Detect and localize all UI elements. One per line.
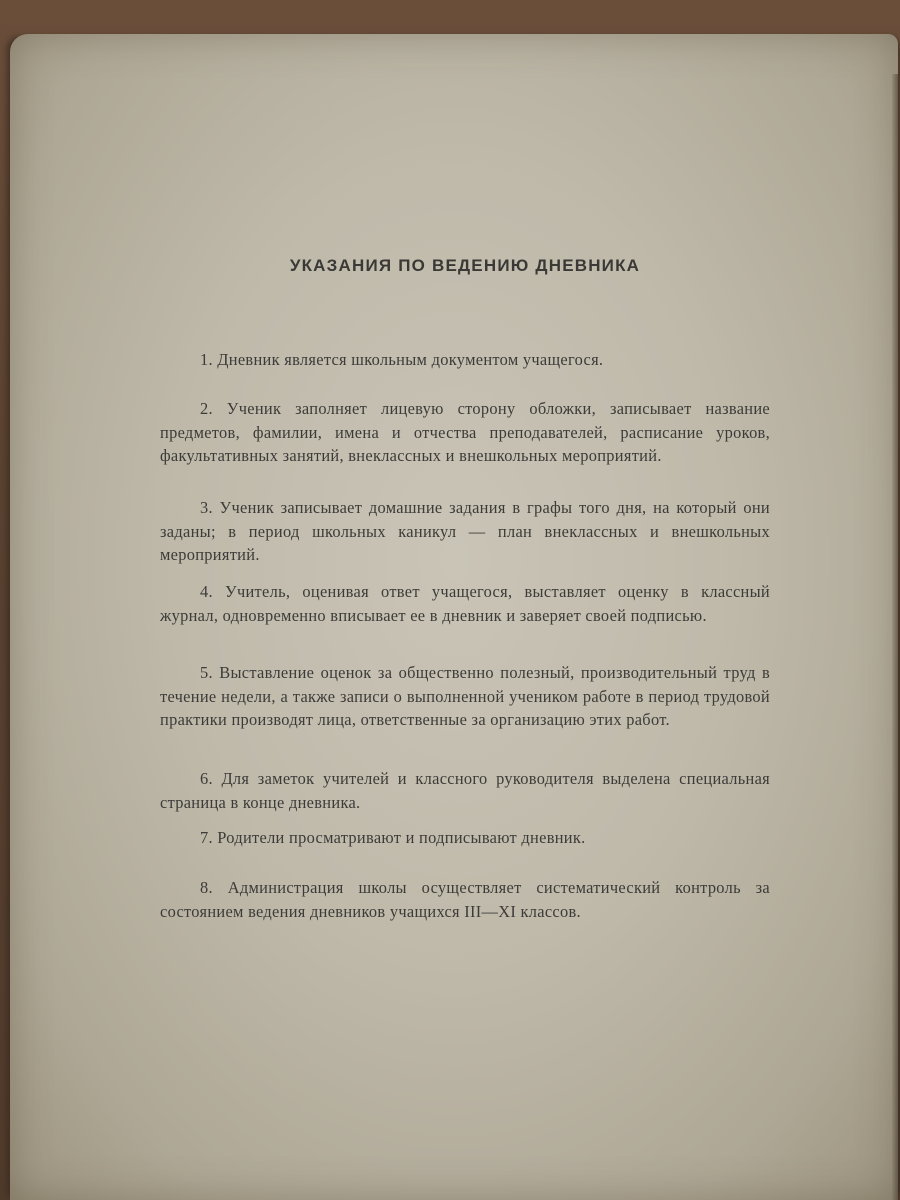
instruction-paragraph-4: 4. Учитель, оценивая ответ учащегося, выставляет оценку в классный журнал, одновременно вписывает ее в дневник и заверяет своей подписью.: [160, 582, 770, 625]
instruction-paragraph-3: 3. Ученик записывает домашние задания в графы того дня, на который они заданы; в период школьных каникул — план внеклассных и внешкольных мероприятий.: [160, 498, 770, 564]
instruction-paragraph-2: 2. Ученик заполняет лицевую сторону обложки, записывает название предметов, фамилии, имена и отчества преподавателей, расписание уроков, факультативных занятий, внеклассных и внешкольных мероприятий.: [160, 399, 770, 465]
diary-page: [10, 34, 898, 1200]
page-title: УКАЗАНИЯ ПО ВЕДЕНИЮ ДНЕВНИКА: [289, 256, 641, 275]
instruction-paragraph-1: 1. Дневник является школьным документом учащегося.: [200, 350, 604, 369]
instruction-paragraph-8: 8. Администрация школы осуществляет систематический контроль за состоянием ведения дневников учащихся III—XI классов.: [160, 878, 770, 921]
instruction-paragraph-5: 5. Выставление оценок за общественно полезный, производительный труд в течение недели, а также записи о выполненной учеником работе в период трудовой практики производят лица, ответственные за организацию этих работ.: [160, 663, 770, 729]
instruction-paragraph-6: 6. Для заметок учителей и классного руководителя выделена специальная страница в конце дневника.: [160, 769, 770, 812]
instruction-paragraph-7: 7. Родители просматривают и подписывают дневник.: [200, 828, 586, 847]
page-edge: [892, 74, 898, 1200]
